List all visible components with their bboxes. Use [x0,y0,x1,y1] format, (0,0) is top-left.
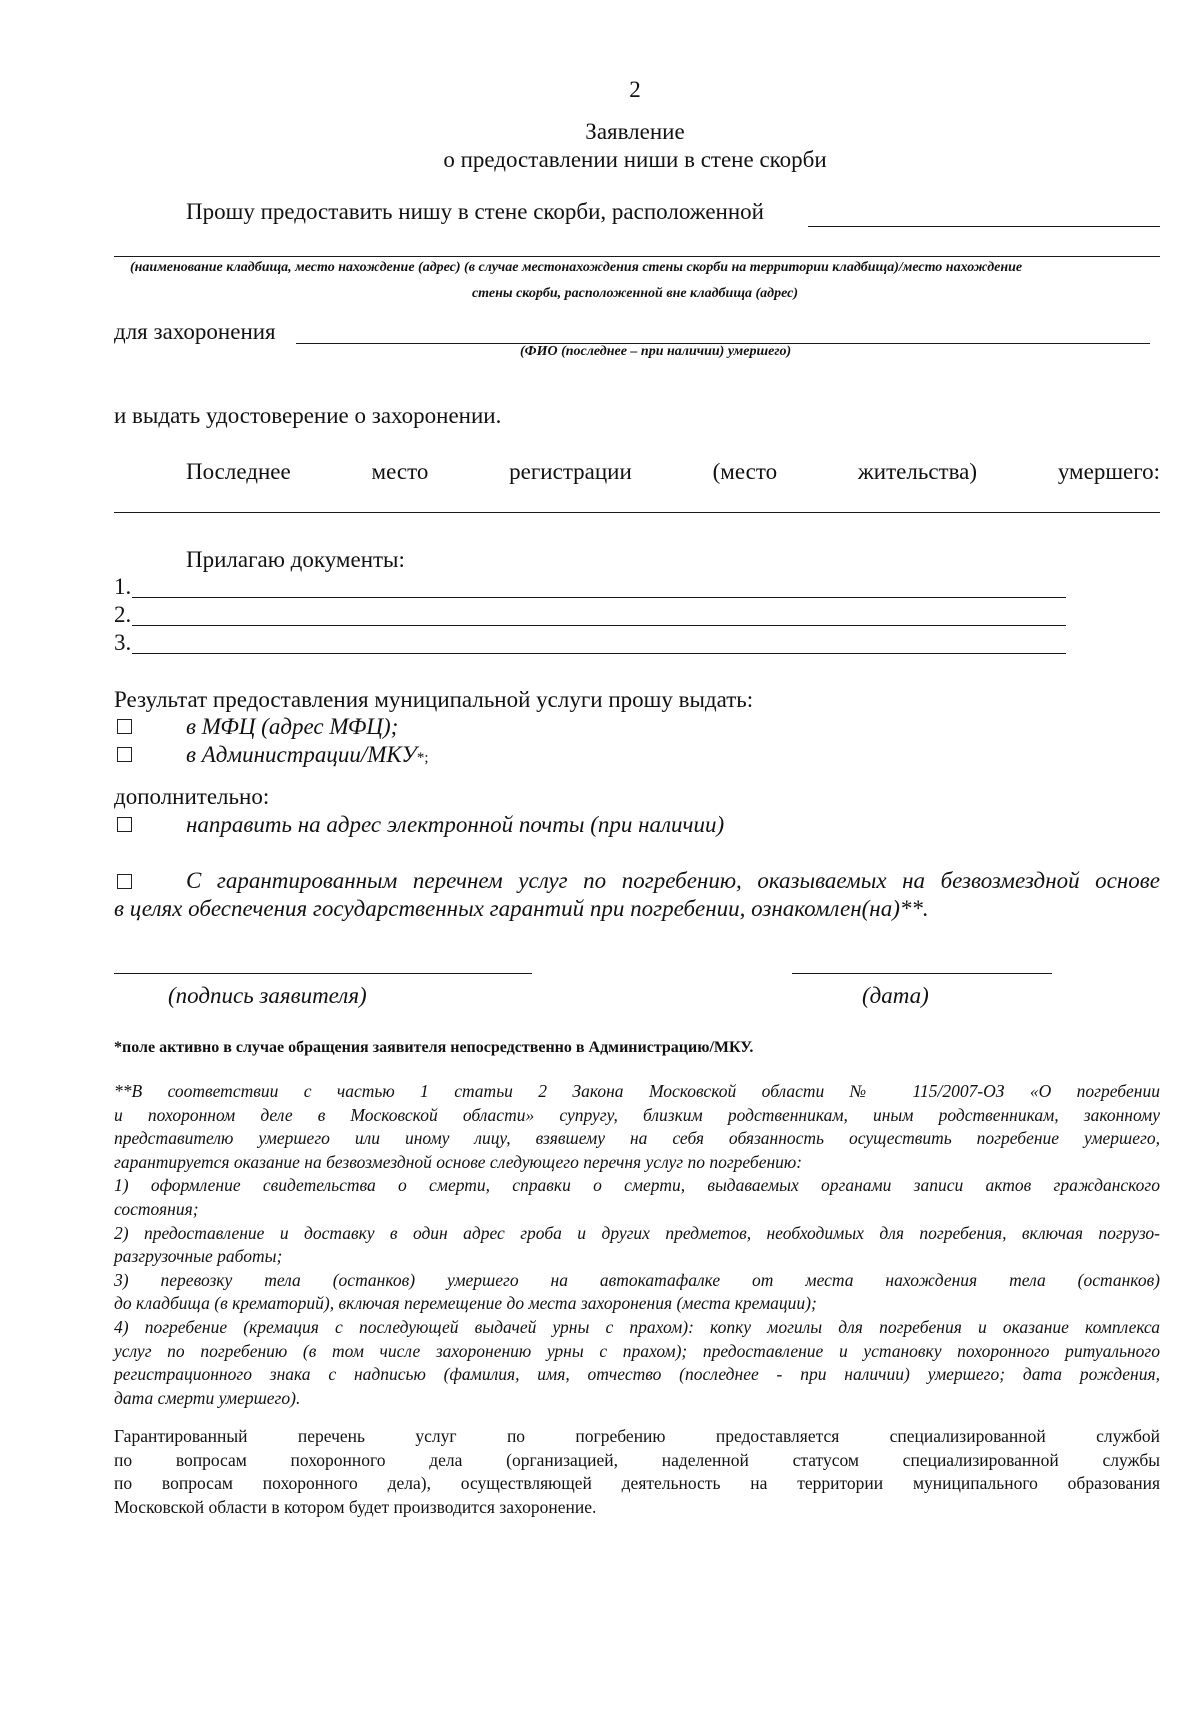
word: (место [712,459,778,484]
form-title: Заявление [585,119,685,144]
option-administration-label: в Администрации/МКУ [186,742,417,767]
footnote-2-line: регистрационного знака с надписью (фамилия, имя, отчество (последнее - при наличии) умершего; дата рождения, [114,1364,1160,1385]
footnote-2-line: до кладбища (в крематорий), включая перемещение до места захоронения (места кремации); [114,1293,817,1314]
form-subtitle: о предоставлении ниши в стене скорби [443,147,827,172]
footnote-2-line: и похоронном деле в Московской области» супругу, близким родственникам, иным родственникам, законному [114,1104,1160,1125]
document-item-2-number: 2. [114,602,132,627]
request-lead: Прошу предоставить нишу в стене скорби, расположенной [186,199,764,224]
footnote-2-line: разгрузочные работы; [114,1246,283,1267]
result-title: Результат предоставления муниципальной услуги прошу выдать: [114,687,754,712]
applicant-signature-line[interactable] [114,973,532,974]
footnote-2-line: 3) перевозку тела (останков) умершего на автокатафалке от места нахождения тела (останков) [114,1269,1160,1290]
checkbox-email[interactable] [117,817,132,832]
footnote-2 [114,1080,1160,1410]
registration-field-line[interactable] [114,512,1160,513]
last-registration-label [186,458,1160,486]
page-number: 2 [629,77,641,102]
word: место [371,459,429,484]
date-line[interactable] [792,973,1052,974]
final-paragraph-line: Московской области в котором будет производится захоронение. [114,1496,597,1517]
word: Последнее [186,459,291,484]
document-item-1-line[interactable] [132,597,1066,598]
deceased-hint: (ФИО (последнее – при наличии) умершего) [520,344,792,359]
final-paragraph-line: по вопросам похоронного дела (организацией, наделенной статусом специализированной службы [114,1449,1160,1470]
checkbox-mfc[interactable] [117,719,132,734]
certificate-request: и выдать удостоверение о захоронении. [114,403,502,428]
location-field-line[interactable] [808,226,1160,227]
option-administration [186,741,429,772]
document-item-3-number: 3. [114,630,132,655]
option-mfc: в МФЦ (адрес МФЦ); [186,714,399,739]
document-item-3-line[interactable] [132,653,1066,654]
word: жительства) [857,459,978,484]
guarantee-line-1: С гарантированным перечнем услуг по погребению, оказываемых на безвозмездной основе [186,868,1160,893]
footnote-2-line: гарантируется оказание на безвозмездной основе следующего перечня услуг по погребению: [114,1151,803,1172]
footnote-2-line: 1) оформление свидетельства о смерти, справки о смерти, выдаваемых органами записи актов гражданского [114,1175,1160,1196]
document-item-1-number: 1. [114,574,132,599]
guarantee-line-2: в целях обеспечения государственных гарантий при погребении, ознакомлен(на)**. [114,896,929,921]
final-paragraph-line: по вопросам похоронного дела), осуществляющей деятельность на территории муниципального образования [114,1473,1160,1494]
footnote-1: *поле активно в случае обращения заявителя непосредственно в Администрацию/МКУ. [114,1039,754,1056]
word: умершего: [1057,459,1160,484]
footnote-2-line: услуг по погребению (в том числе захоронению урны с прахом); предоставление и установку похоронного ритуального [114,1340,1160,1361]
checkbox-guarantee-acknowledged[interactable] [117,874,132,889]
footnote-2-line: представителю умершего или иному лицу, взявшему на себя обязанность осуществить погребение умершего, [114,1128,1160,1149]
footnote-2-line: 2) предоставление и доставку в один адрес гроба и других предметов, необходимых для погребения, включая погрузо- [114,1222,1160,1243]
footnote-2-line: дата смерти умершего). [114,1387,301,1408]
option-administration-mark: *; [416,750,429,766]
location-field-line-2[interactable] [114,256,1160,257]
footnote-2-line: 4) погребение (кремация с последующей выдачей урны с прахом): копку могилы для погребения и оказание комплекса [114,1316,1160,1337]
checkbox-administration[interactable] [117,747,132,762]
location-hint-2: стены скорби, расположенной вне кладбища (адрес) [471,286,799,301]
document-item-2-line[interactable] [132,625,1066,626]
documents-title: Прилагаю документы: [186,547,405,572]
word: регистрации [509,459,632,484]
footnote-2-line: **В соответствии с частью 1 статьи 2 Закона Московской области № 115/2007-ОЗ «О погребении [114,1081,1160,1101]
burial-label: для захоронения [114,319,276,344]
date-label: (дата) [862,983,929,1008]
applicant-signature-label: (подпись заявителя) [168,983,367,1008]
additional-label: дополнительно: [114,784,270,809]
final-paragraph-line: Гарантированный перечень услуг по погребению предоставляется специализированной службой [114,1426,1160,1446]
option-email: направить на адрес электронной почты (при наличии) [186,812,725,837]
footnote-2-line: состояния; [114,1198,199,1219]
location-hint-1: (наименование кладбища, место нахождение (адрес) (в случае местонахождения стены скорби на территории кладбища)/место нахождение [130,260,1023,275]
final-paragraph [114,1425,1160,1519]
